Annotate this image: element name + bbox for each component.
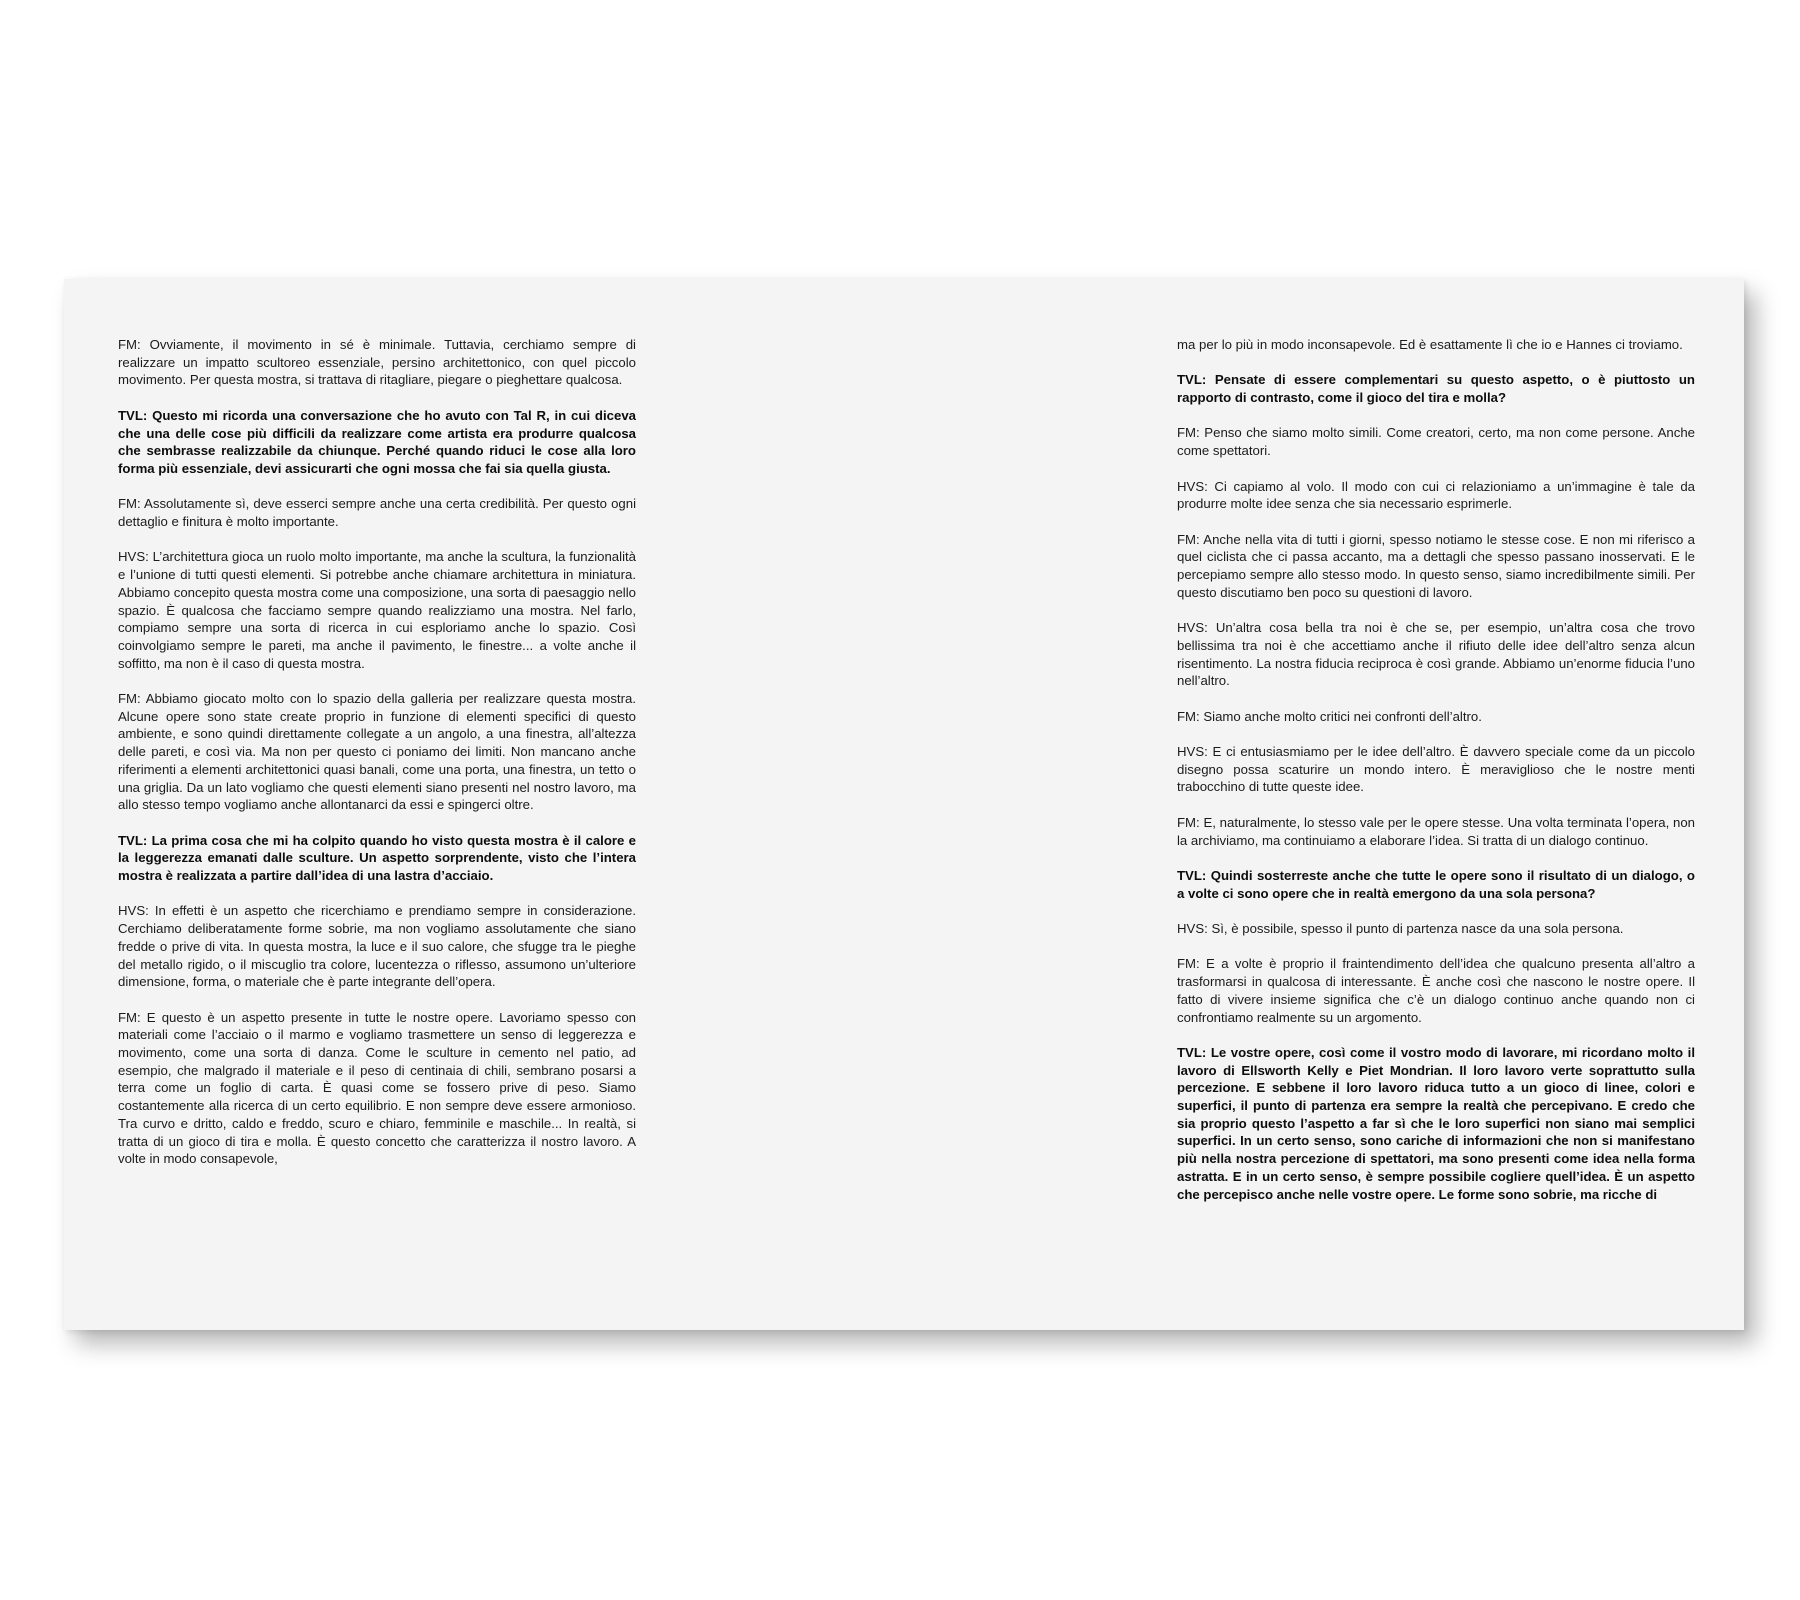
paragraph-answer: HVS: In effetti è un aspetto che ricerchiamo e prendiamo sempre in considerazione. Cerchiamo deliberatamente forme sobrie, ma non vogliamo assolutamente che siano fredde o prive di vita. In questa mostra, la luce e il suo calore, che sfugge tra le pieghe del metallo rigido, o il miscuglio tra colore, lucentezza o riflesso, assumono un’ulteriore dimensione, forma, o materiale che è parte integrante dell’opera. xyxy=(118,903,636,990)
book-spread xyxy=(64,279,1744,1330)
paragraph-answer: FM: Abbiamo giocato molto con lo spazio della galleria per realizzare questa mostra. Alcune opere sono state create proprio in funzione di elementi specifici di questo ambiente, e sono quindi direttamente collegate a un angolo, a una finestra, all’altezza delle pareti, e così via. Ma non per questo ci poniamo dei limiti. Non mancano anche riferimenti a elementi architettonici quasi banali, come una porta, una finestra, un tetto o una griglia. Da un lato vogliamo che questi elementi siano presenti nel nostro lavoro, ma allo stesso tempo vogliamo anche allontanarci da essi e spingerci oltre. xyxy=(118,691,636,813)
paragraph-answer: HVS: L’architettura gioca un ruolo molto importante, ma anche la scultura, la funzionalità e l’unione di tutti questi elementi. Si potrebbe anche chiamare architettura in miniatura. Abbiamo concepito questa mostra come una composizione, una sorta di paesaggio nello spazio. È qualcosa che facciamo sempre quando realizziamo una mostra. Nel farlo, compiamo sempre una sorta di ricerca in cui esploriamo anche lo spazio. Così coinvolgiamo sempre le pareti, ma anche il pavimento, le finestre... a volte anche il soffitto, ma non è il caso di questa mostra. xyxy=(118,549,636,671)
paragraph-answer: ma per lo più in modo inconsapevole. Ed è esattamente lì che io e Hannes ci troviamo. xyxy=(1177,337,1683,352)
paragraph-answer: FM: Penso che siamo molto simili. Come creatori, certo, ma non come persone. Anche come spettatori. xyxy=(1177,425,1695,459)
paragraph-answer: HVS: Un’altra cosa bella tra noi è che se, per esempio, un’altra cosa che trovo bellissima tra noi è che accettiamo anche il rifiuto delle idee dell’altro senza alcun risentimento. La nostra fiducia reciproca è così grande. Abbiamo un’enorme fiducia l’uno nell’altro. xyxy=(1177,620,1695,689)
paragraph-question: TVL: Questo mi ricorda una conversazione che ho avuto con Tal R, in cui diceva che una delle cose più difficili da realizzare come artista era produrre qualcosa che sembrasse realizzabile da chiunque. Perché quando riduci le cose alla loro forma più essenziale, devi assicurarti che ogni mossa che fai sia quella giusta. xyxy=(118,407,636,476)
paragraph-answer: FM: E, naturalmente, lo stesso vale per le opere stesse. Una volta terminata l’opera, non la archiviamo, ma continuiamo a elaborare l’idea. Si tratta di un dialogo continuo. xyxy=(1177,814,1695,848)
paragraph-question: TVL: Pensate di essere complementari su questo aspetto, o è piuttosto un rapporto di contrasto, come il gioco del tira e molla? xyxy=(1177,372,1695,406)
paragraph-answer: FM: E questo è un aspetto presente in tutte le nostre opere. Lavoriamo spesso con materiali come l’acciaio o il marmo e vogliamo trasmettere un senso di leggerezza e movimento, come una sorta di danza. Come le sculture in cemento nel patio, ad esempio, che malgrado il materiale e il peso di centinaia di chili, sembrano posarsi a terra come un foglio di carta. È quasi come se fossero prive di peso. Siamo costantemente alla ricerca di un certo equilibrio. E non sempre deve essere armonioso. Tra curvo e dritto, caldo e freddo, scuro e chiaro, femminile e maschile... In realtà, si tratta di un gioco di tira e molla. È questo concetto che caratterizza il nostro lavoro. A volte in modo consapevole, xyxy=(118,1009,636,1167)
paragraph-answer: HVS: E ci entusiasmiamo per le idee dell’altro. È davvero speciale come da un piccolo disegno possa scaturire un mondo intero. È meraviglioso che le nostre menti trabocchino di tutte queste idee. xyxy=(1177,744,1695,795)
paragraph-answer: FM: Anche nella vita di tutti i giorni, spesso notiamo le stesse cose. E non mi riferisco a quel ciclista che ci passa accanto, ma a dettagli che spesso passano inosservati. E le percepiamo sempre allo stesso modo. In questo senso, siamo incredibilmente simili. Per questo discutiamo ben poco su questioni di lavoro. xyxy=(1177,531,1695,600)
paragraph-answer: FM: Siamo anche molto critici nei confronti dell’altro. xyxy=(1177,708,1482,724)
left-page-column xyxy=(118,336,636,1186)
paragraph-answer: HVS: Ci capiamo al volo. Il modo con cui ci relazioniamo a un’immagine è tale da produrre molte idee senza che sia necessario esprimerle. xyxy=(1177,478,1695,512)
paragraph-answer: FM: Ovviamente, il movimento in sé è minimale. Tuttavia, cerchiamo sempre di realizzare un impatto scultoreo essenziale, persino architettonico, con quel piccolo movimento. Per questa mostra, si trattava di ritagliare, piegare o pieghettare qualcosa. xyxy=(118,337,636,388)
paragraph-question: TVL: Le vostre opere, così come il vostro modo di lavorare, mi ricordano molto il lavoro di Ellsworth Kelly e Piet Mondrian. Il loro lavoro verte soprattutto sulla percezione. E sebbene il loro lavoro riduca tutto a un gioco di linee, colori e superfici, il punto di partenza era sempre la realtà che percepivano. E credo che sia proprio questo l’aspetto a far sì che le loro superfici non siano mai semplici superfici. In un certo senso, sono cariche di informazioni che non si manifestano più nella nostra percezione di spettatori, ma sono presenti come idea nella forma astratta. E in un certo senso, è sempre possibile cogliere quell’idea. È un aspetto che percepisco anche nelle vostre opere. Le forme sono sobrie, ma ricche di xyxy=(1177,1044,1695,1202)
paragraph-question: TVL: Quindi sosterreste anche che tutte le opere sono il risultato di un dialogo, o a volte ci sono opere che in realtà emergono da una sola persona? xyxy=(1177,867,1695,901)
paragraph-question: TVL: La prima cosa che mi ha colpito quando ho visto questa mostra è il calore e la leggerezza emanati dalle sculture. Un aspetto sorprendente, visto che l’intera mostra è realizzata a partire dall’idea di una lastra d’acciaio. xyxy=(118,832,636,884)
right-page-column xyxy=(1177,336,1695,1221)
paragraph-answer: FM: E a volte è proprio il fraintendimento dell’idea che qualcuno presenta all’altro a trasformarsi in qualcosa di interessante. È anche così che nascono le nostre opere. Il fatto di vivere insieme significa che c’è un dialogo continuo anche quando non ci confrontiamo realmente su un argomento. xyxy=(1177,956,1695,1025)
paragraph-answer: HVS: Sì, è possibile, spesso il punto di partenza nasce da una sola persona. xyxy=(1177,921,1624,937)
paragraph-answer: FM: Assolutamente sì, deve esserci sempre anche una certa credibilità. Per questo ogni dettaglio e finitura è molto importante. xyxy=(118,496,636,529)
